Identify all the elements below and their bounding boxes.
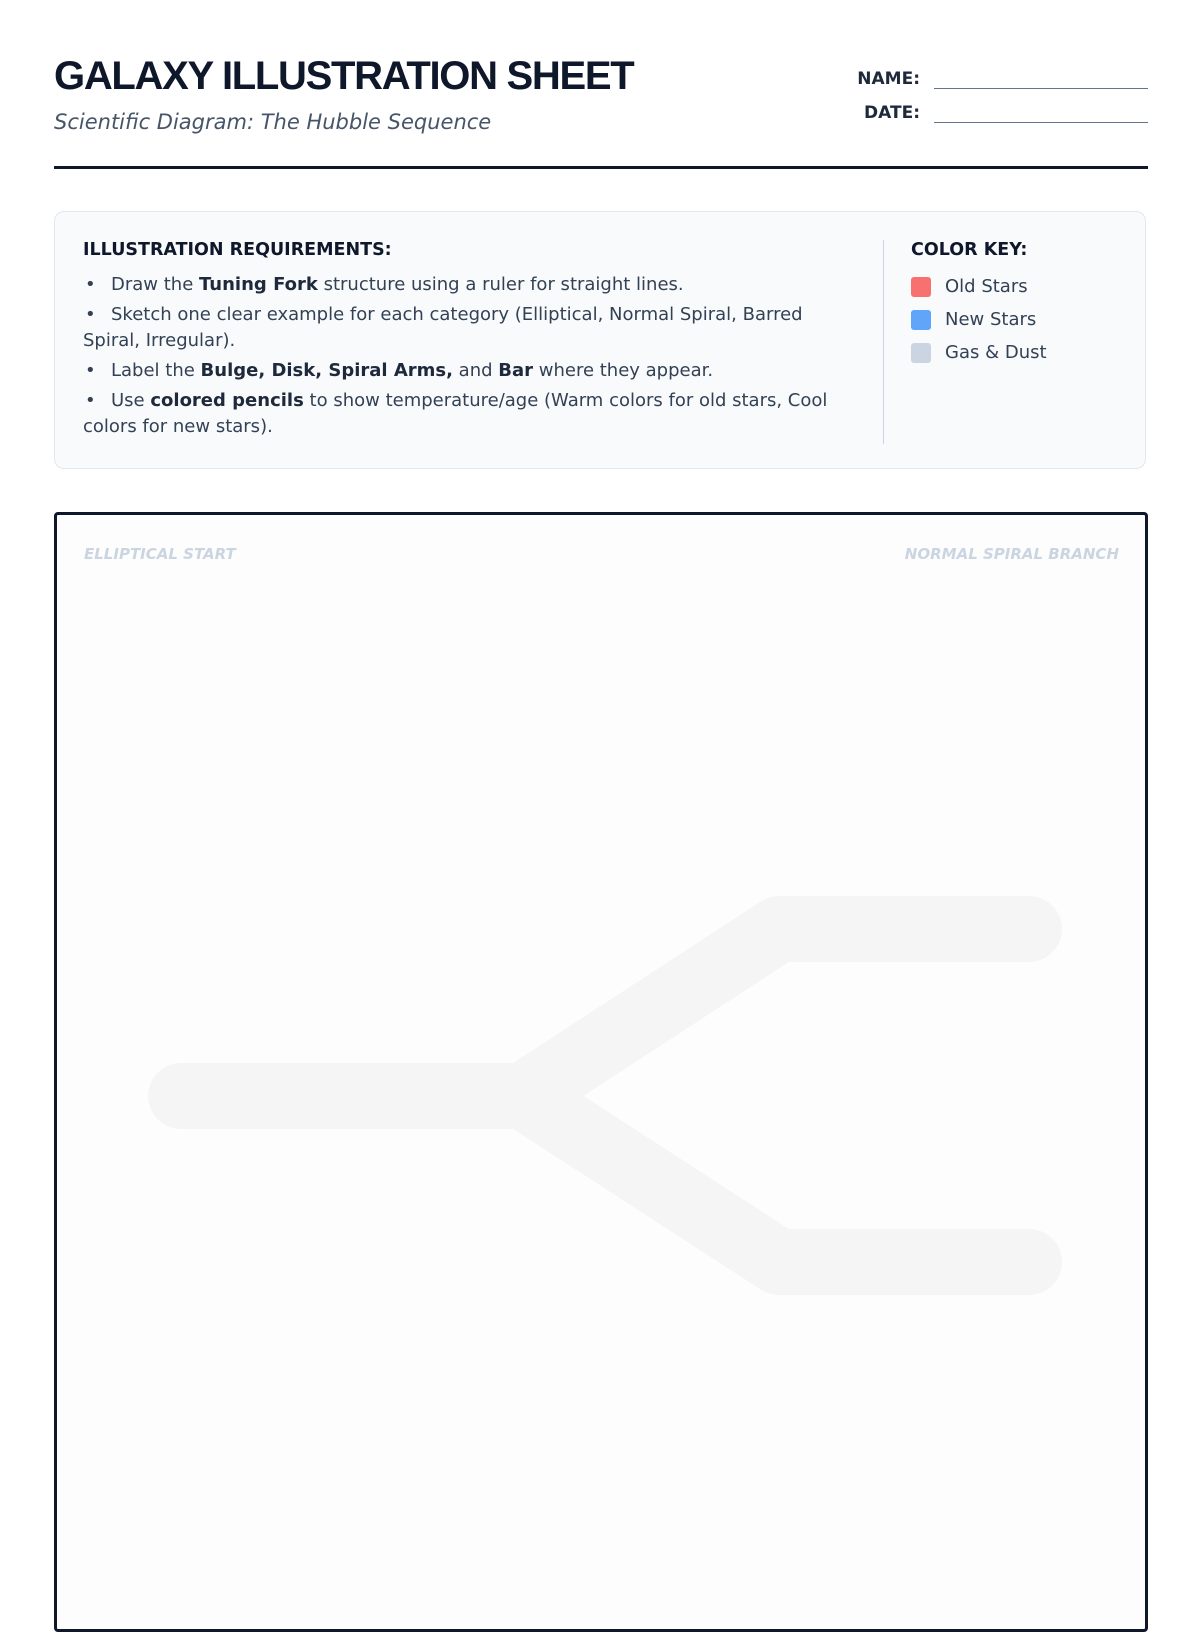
name-field[interactable] bbox=[840, 66, 1148, 89]
tuning-fork-path bbox=[181, 929, 1029, 1262]
requirements-title: ILLUSTRATION REQUIREMENTS: bbox=[83, 240, 392, 260]
bullet-icon: • bbox=[85, 274, 96, 295]
color-key-label: Old Stars bbox=[945, 276, 1028, 297]
header-divider bbox=[54, 166, 1148, 169]
color-key-item-gas-dust bbox=[911, 336, 1047, 369]
name-label: NAME: bbox=[857, 69, 920, 89]
color-key-item-old-stars bbox=[911, 270, 1047, 303]
worksheet-header bbox=[54, 0, 1148, 172]
requirement-item: • Use colored pencils to show temperature/age (Warm colors for old stars, Cool colors for new stars). bbox=[83, 390, 828, 437]
gas-dust-swatch bbox=[911, 343, 931, 363]
name-input-line[interactable] bbox=[934, 66, 1148, 89]
elliptical-start-label: ELLIPTICAL START bbox=[84, 545, 236, 563]
bullet-icon: • bbox=[85, 390, 96, 411]
requirement-item: • Sketch one clear example for each category (Elliptical, Normal Spiral, Barred Spiral, Irregular). bbox=[83, 304, 803, 351]
color-key-item-new-stars bbox=[911, 303, 1047, 336]
color-key-label: Gas & Dust bbox=[945, 342, 1047, 363]
page-subtitle: Scientific Diagram: The Hubble Sequence bbox=[54, 110, 492, 134]
date-field[interactable] bbox=[840, 100, 1148, 123]
old-stars-swatch bbox=[911, 277, 931, 297]
drawing-area[interactable] bbox=[54, 512, 1148, 1632]
requirements-list bbox=[83, 272, 863, 444]
new-stars-swatch bbox=[911, 310, 931, 330]
color-key bbox=[911, 240, 1047, 369]
worksheet-page bbox=[54, 0, 1148, 563]
page-title: GALAXY ILLUSTRATION SHEET bbox=[54, 54, 634, 98]
normal-spiral-branch-label: NORMAL SPIRAL BRANCH bbox=[904, 545, 1119, 563]
requirement-item: • Label the Bulge, Disk, Spiral Arms, and Bar where they appear. bbox=[83, 358, 863, 384]
bullet-icon: • bbox=[85, 360, 96, 381]
tuning-fork-guide bbox=[57, 515, 1145, 1629]
date-label: DATE: bbox=[864, 103, 920, 123]
panel-divider bbox=[883, 240, 884, 444]
color-key-title: COLOR KEY: bbox=[911, 240, 1028, 260]
color-key-label: New Stars bbox=[945, 309, 1037, 330]
requirements-panel bbox=[54, 211, 1146, 469]
bullet-icon: • bbox=[85, 304, 96, 325]
requirement-item: • Draw the Tuning Fork structure using a ruler for straight lines. bbox=[83, 272, 863, 298]
date-input-line[interactable] bbox=[934, 100, 1148, 123]
